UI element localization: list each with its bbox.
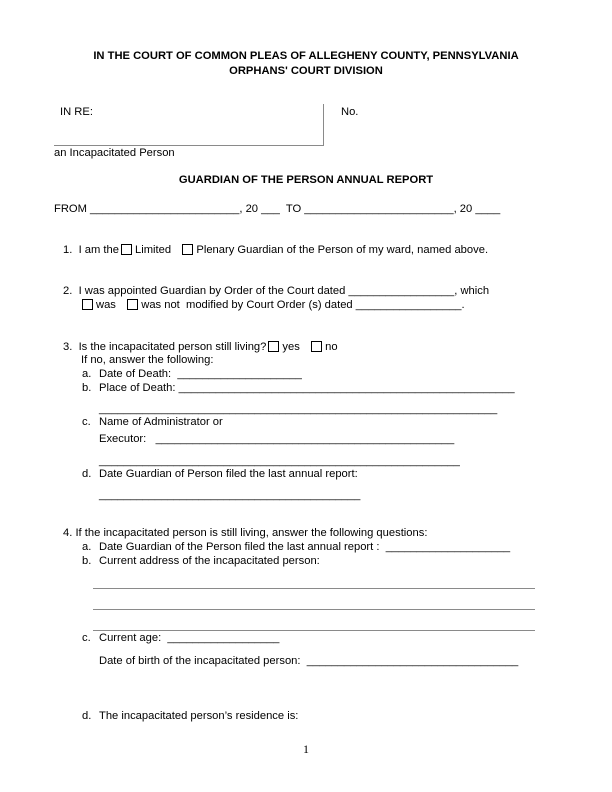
question-2 [63,285,489,298]
caption-underline [54,145,323,146]
question-3-if-no: If no, answer the following: [81,354,214,366]
address-line-1[interactable] [93,588,535,589]
question-2-number: 2. [63,285,73,297]
case-number-label: No. [341,106,359,118]
living-no-label: no [325,341,338,353]
current-age-field[interactable]: Current age: __________________ [99,632,280,644]
q3-d-label: d. [82,468,92,480]
was-label: was [96,299,116,311]
division-heading: ORPHANS' COURT DIVISION [229,65,383,77]
q3-c-label: c. [82,416,91,428]
question-1-number: 1. [63,244,73,256]
address-line-2[interactable] [93,609,535,610]
limited-label: Limited [134,244,172,256]
question-4-number: 4. [63,527,73,539]
question-4 [63,527,427,540]
page-number: 1 [303,742,309,756]
residence-label: The incapacitated person’s residence is: [99,710,299,722]
q3-a-label: a. [82,368,92,380]
living-yes-checkbox[interactable] [268,341,279,352]
q3-b-label: b. [82,382,92,394]
current-address-label: Current address of the incapacitated person: [99,555,320,567]
court-heading: IN THE COURT OF COMMON PLEAS OF ALLEGHENY COUNTY, PENNSYLVANIA [93,50,519,62]
plenary-checkbox[interactable] [182,244,193,255]
was-not-checkbox[interactable] [127,299,138,310]
caption-divider [323,104,324,146]
party-description: an Incapacitated Person [54,147,175,159]
question-3-number: 3. [63,341,73,353]
q4-d-label: d. [82,710,92,722]
date-of-death-field[interactable]: Date of Death: ____________________ [99,368,302,380]
last-report-label: Date Guardian of Person filed the last annual report: [99,468,358,480]
q4-a-label: a. [82,541,92,553]
question-3 [63,341,338,354]
living-no-checkbox[interactable] [311,341,322,352]
place-of-death-field[interactable]: Place of Death: ______________________________________________________ [99,382,515,394]
q4-b-label: b. [82,555,92,567]
in-re-label: IN RE: [60,106,93,118]
was-not-label[interactable]: was not modified by Court Order (s) dated _________________. [141,299,465,311]
last-annual-report-field[interactable]: Date Guardian of the Person filed the last annual report : ____________________ [99,541,511,553]
place-of-death-continued[interactable]: ________________________________________________________________ [99,403,498,415]
administrator-label: Name of Administrator or [99,416,223,428]
executor-continued[interactable]: __________________________________________________________ [99,455,460,467]
question-3-text: Is the incapacitated person still living? [78,341,267,353]
question-2-text[interactable]: I was appointed Guardian by Order of the Court dated _________________, which [78,285,490,297]
plenary-label: Plenary Guardian of the Person of my ward, named above. [196,244,489,256]
question-4-text: If the incapacitated person is still living, answer the following questions: [75,527,428,539]
last-report-field[interactable]: __________________________________________ [99,489,361,501]
question-1-text: I am the [78,244,119,256]
question-2-options [80,299,465,312]
executor-field[interactable]: Executor: ________________________________________________ [99,433,455,445]
question-1 [63,244,488,257]
address-line-3[interactable] [93,630,535,631]
report-period-field[interactable]: FROM ________________________, 20 ___ TO ________________________, 20 ____ [54,203,501,215]
was-checkbox[interactable] [82,299,93,310]
limited-checkbox[interactable] [121,244,132,255]
living-yes-label: yes [282,341,300,353]
q4-c-label: c. [82,632,91,644]
document-title: GUARDIAN OF THE PERSON ANNUAL REPORT [178,174,434,186]
date-of-birth-field[interactable]: Date of birth of the incapacitated person: __________________________________ [99,655,519,667]
